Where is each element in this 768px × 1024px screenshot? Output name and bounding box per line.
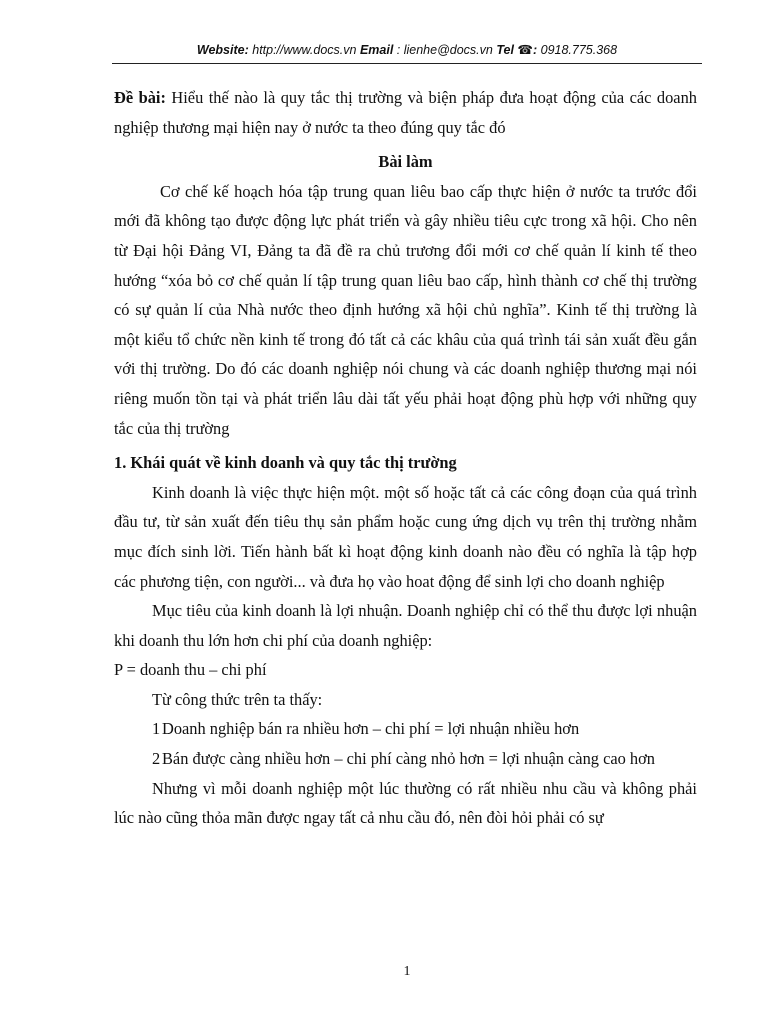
website-label: Website: [196, 43, 249, 57]
email-address[interactable]: : lienhe@docs.vn [393, 43, 497, 57]
assignment-label: Đề bài: [114, 88, 166, 107]
assignment-text: Hiểu thế nào là quy tắc thị trường và biện pháp đưa hoạt động của các doanh nghiệp thương mại hiện nay ở nước ta theo đúng quy tắc đó [114, 88, 697, 137]
page-header [112, 42, 702, 58]
answer-title: Bài làm [378, 152, 433, 172]
list-item [114, 714, 697, 744]
intro-paragraph: Cơ chế kế hoạch hóa tập trung quan liêu bao cấp thực hiện ở nước ta trước đổi mới đã không tạo được động lực phát triển và gây nhiều tiêu cực trong xã hội. Cho nên từ Đại hội Đảng VI, Đảng ta đã đề ra chủ trương đổi mới cơ chế quản lí kinh tế theo hướng “xóa bỏ cơ chế quản lí tập trung quan liêu bao cấp, hình thành cơ chế thị trường có sự quản lí của Nhà nước theo định hướng xã hội chủ nghĩa”. Kinh tế thị trường là một kiểu tổ chức nền kinh tế trong đó tất cả các khâu của quá trình tái sản xuất đều gắn với thị trường. Do đó các doanh nghiệp nói chung và các doanh nghiệp thương mại nói riêng muốn tồn tại và phát triển lâu dài tất yếu phải hoạt động phù hợp với những quy tắc của thị trường [114, 181, 697, 438]
assignment-paragraph [114, 83, 697, 142]
needs-paragraph: Nhưng vì mỗi doanh nghiệp một lúc thường có rất nhiều nhu cầu và không phải lúc nào cũng thỏa mãn được ngay tất cả nhu cầu đó, nên đòi hỏi phải có sự [114, 778, 697, 828]
section-1-heading: 1. Khái quát về kinh doanh và quy tắc thị trường [114, 453, 457, 473]
phone-label: Tel ☎: [496, 43, 538, 57]
website-url[interactable]: http://www.docs.vn [248, 43, 360, 57]
header-divider [112, 63, 702, 64]
list-item-number: 1 [152, 719, 161, 739]
phone-number: 0918.775.368 [537, 43, 618, 57]
formula-lead-in: Từ công thức trên ta thấy: [152, 689, 323, 709]
list-item-text: Doanh nghiệp bán ra nhiều hơn – chi phí = lợi nhuận nhiều hơn [162, 719, 580, 739]
email-label: Email [359, 43, 394, 57]
profit-goal-paragraph: Mục tiêu của kinh doanh là lợi nhuận. Doanh nghiệp chỉ có thể thu được lợi nhuận khi doanh thu lớn hơn chi phí của doanh nghiệp: [114, 601, 697, 650]
page-number: 1 [403, 964, 411, 979]
business-definition-paragraph: Kinh doanh là việc thực hiện một. một số hoặc tất cả các công đoạn của quá trình đầu tư, từ sản xuất đến tiêu thụ sản phẩm hoặc cung ứng dịch vụ trên thị trường nhằm mục đích sinh lời. Tiến hành bất kì hoạt động kinh doanh nào đều có nghĩa là tập hợp các phương tiện, con người... và đưa họ vào hoat động để sinh lợi cho doanh nghiệp [114, 482, 697, 591]
list-item [114, 744, 697, 774]
list-item-number: 2 [152, 749, 161, 769]
profit-formula: P = doanh thu – chi phí [114, 660, 267, 680]
list-item-text: Bán được càng nhiều hơn – chi phí càng nhỏ hơn = lợi nhuận càng cao hơn [162, 749, 655, 769]
document-body [114, 83, 697, 833]
